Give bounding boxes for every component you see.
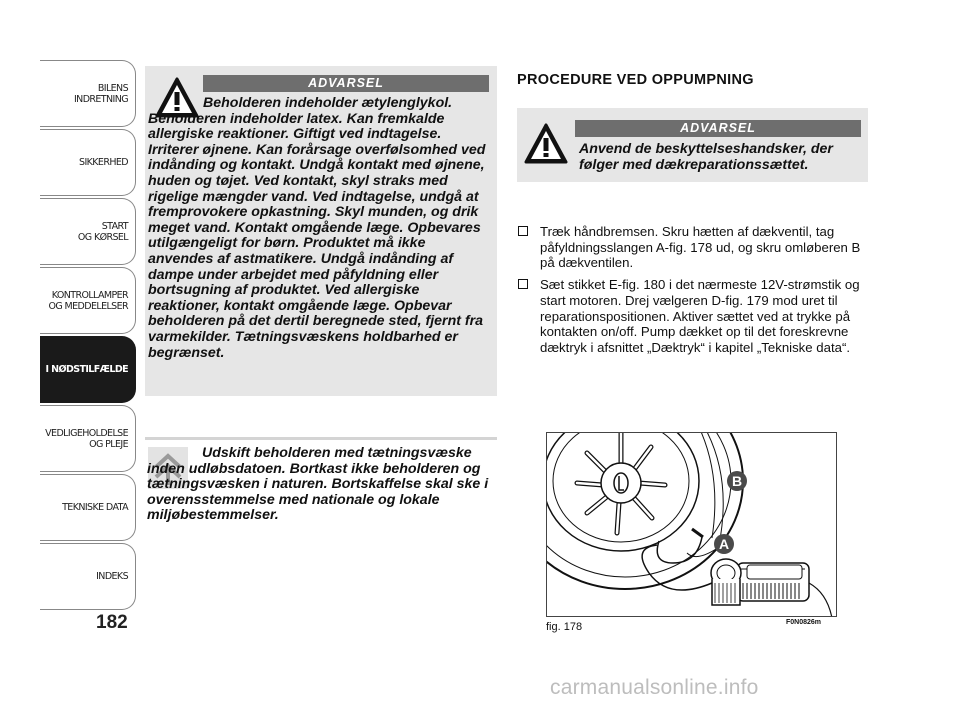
tab-label: TEKNISKE DATA — [62, 502, 128, 513]
list-item — [518, 224, 863, 271]
label-b: B — [731, 473, 743, 489]
label-a: A — [718, 536, 730, 552]
tab-sikkerhed[interactable] — [40, 129, 136, 196]
tab-start-og-kørsel[interactable] — [40, 198, 136, 265]
tab-label: INDEKS — [96, 571, 128, 582]
warning-text: Anvend de beskyttelseshandsker, der følger med dækreparationssættet. — [579, 141, 833, 173]
warning-box-right — [517, 108, 868, 182]
checkbox-bullet-icon — [518, 226, 528, 236]
tab-indeks[interactable] — [40, 543, 136, 610]
step-text: Sæt stikket E-fig. 180 i det nærmeste 12V-strømstik og start motoren. Drej vælgeren D-fig. 179 mod uret til reparationspositionen. Aktiver sættet ved at trykke på kontakten on/off. Pump dækket op til det foreskrevne dæktryk i afsnittet „Dæktryk“ i kapitel „Tekniske data“. — [540, 277, 860, 355]
tab-vedligeholdelse-og-pleje[interactable] — [40, 405, 136, 472]
label-b-badge — [727, 471, 747, 491]
tab-label: KONTROLLAMPER OG MEDDELELSER — [48, 289, 128, 312]
figure-178 — [546, 432, 837, 617]
tab-i-nødstilfælde[interactable] — [40, 336, 136, 403]
figure-caption: fig. 178 — [546, 621, 583, 633]
divider — [145, 437, 497, 440]
tab-label: I NØDSTILFÆLDE — [45, 364, 128, 375]
tab-tekniske-data[interactable] — [40, 474, 136, 541]
checkbox-bullet-icon — [518, 279, 528, 289]
warning-header: ADVARSEL — [203, 75, 489, 92]
tab-bilens-indretning[interactable] — [40, 60, 136, 127]
tab-label: SIKKERHED — [79, 157, 128, 168]
tab-label: BILENS INDRETNING — [73, 82, 128, 105]
list-item — [518, 277, 863, 356]
warning-box-left — [145, 66, 497, 396]
step-text: Træk håndbremsen. Skru hætten af dækventil, tag påfyldningsslangen A-fig. 178 ud, og skru omløberen B på dækventilen. — [540, 224, 861, 271]
figure-code: F0N0826m — [786, 619, 822, 626]
procedure-steps — [518, 224, 863, 362]
section-title: PROCEDURE VED OPPUMPNING — [517, 72, 754, 88]
tab-label: START OG KØRSEL — [77, 220, 128, 243]
environment-text: Udskift beholderen med tætningsvæske inden udløbsdatoen. Bortkast ikke beholderen og tætningsvæsken i naturen. Bortskaffelse skal ske i overensstemmelse med nationale og lokale miljøbestemmelser. — [147, 445, 489, 524]
tire-compressor-illustration — [547, 433, 837, 617]
label-a-badge — [714, 534, 734, 554]
tab-kontrollamper-og-meddelelser[interactable] — [40, 267, 136, 334]
warning-triangle-icon — [524, 122, 568, 166]
warning-text: Beholderen indeholder ætylenglykol. Beholderen indeholder latex. Kan fremkalde allergiske reaktioner. Giftigt ved indtagelse. Irriterer øjnene. Kan forårsage overfølsomhed ved indånding og kontakt. Undgå kontakt med øjnene, huden og tøjet. Ved kontakt, skyl straks med rigelige mængder vand. Ved indtagelse, undgå at fremprovokere opkastning. Skyl munden, og drik meget vand. Kontakt omgående læge. Opbevares utilgængeligt for børn. Produktet må ikke anvendes af astmatikere. Undgå indånding af dampe under arbejdet med påfyldning eller bortsugning af produktet. Ved allergiske reaktioner, kontakt omgående læge. Opbevar beholderen på det dertil beregnede sted, fjernt fra varmekilder. Tætningsvæskens holdbarhed er begrænset. — [148, 95, 486, 361]
watermark: carmanualsonline.info — [550, 676, 759, 699]
chapter-tabs — [40, 60, 136, 612]
tab-label: VEDLIGEHOLDELSE OG PLEJE — [45, 427, 128, 450]
page-number: 182 — [96, 612, 128, 633]
environment-note — [145, 437, 497, 537]
warning-header: ADVARSEL — [575, 120, 861, 137]
